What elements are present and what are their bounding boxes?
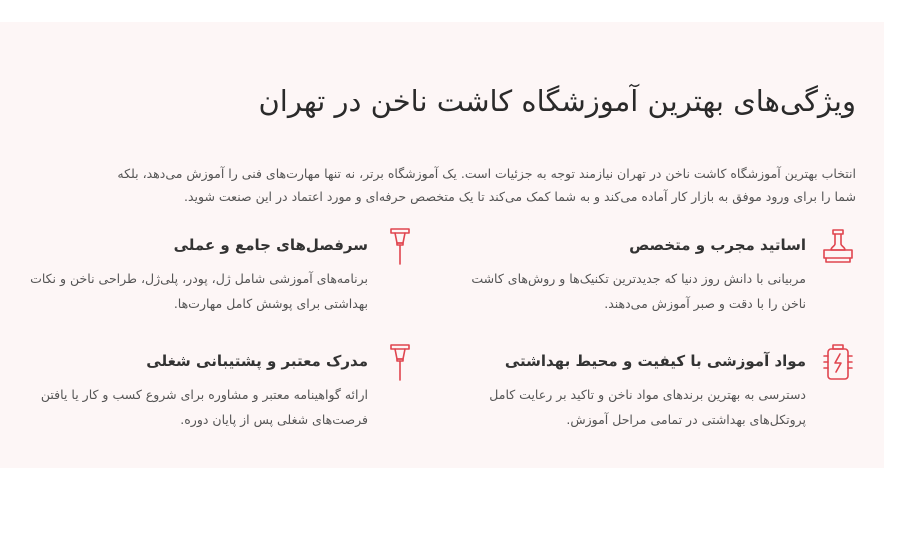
pin-icon — [382, 226, 418, 266]
feature-title: مواد آموزشی با کیفیت و محیط بهداشتی — [504, 352, 806, 370]
feature-description: ارائه گواهینامه معتبر و مشاوره برای شروع کسب و کار یا یافتن فرصت‌های شغلی پس از پایان دوره. — [40, 387, 368, 427]
section-title: ویژگی‌های بهترین آموزشگاه کاشت ناخن در تهران — [258, 84, 856, 118]
feature-title: مدرک معتبر و پشتیبانی شغلی — [146, 352, 368, 370]
feature-title: سرفصل‌های جامع و عملی — [173, 236, 368, 254]
stamp-icon — [820, 226, 856, 266]
feature-description: برنامه‌های آموزشی شامل ژل، پودر، پلی‌ژل، طراحی ناخن و نکات بهداشتی برای پوشش کامل مهارت‌ها. — [30, 271, 368, 311]
section-intro: انتخاب بهترین آموزشگاه کاشت ناخن در تهران نیازمند توجه به جزئیات است. یک آموزشگاه برتر، نه تنها مهارت‌های فنی را آموزش می‌دهد، بلکه شما را برای ورود موفق به بازار کار آماده می‌کند و به شما کمک می‌کند تا یک متخصص حرفه‌ای و مورد اعتماد در این صنعت شوید. — [117, 166, 856, 204]
pin-icon — [382, 342, 418, 382]
feature-description: مربیانی با دانش روز دنیا که جدیدترین تکنیک‌ها و روش‌های کاشت ناخن را با دقت و صبر آموزش می‌دهند. — [471, 271, 806, 311]
battery-icon — [820, 342, 856, 382]
feature-title: اساتید مجرب و متخصص — [629, 236, 806, 254]
feature-description: دسترسی به بهترین برندهای مواد ناخن و تاکید بر رعایت کامل پروتکل‌های بهداشتی در تمامی مراحل آموزش. — [489, 387, 806, 427]
features-section — [0, 22, 884, 468]
